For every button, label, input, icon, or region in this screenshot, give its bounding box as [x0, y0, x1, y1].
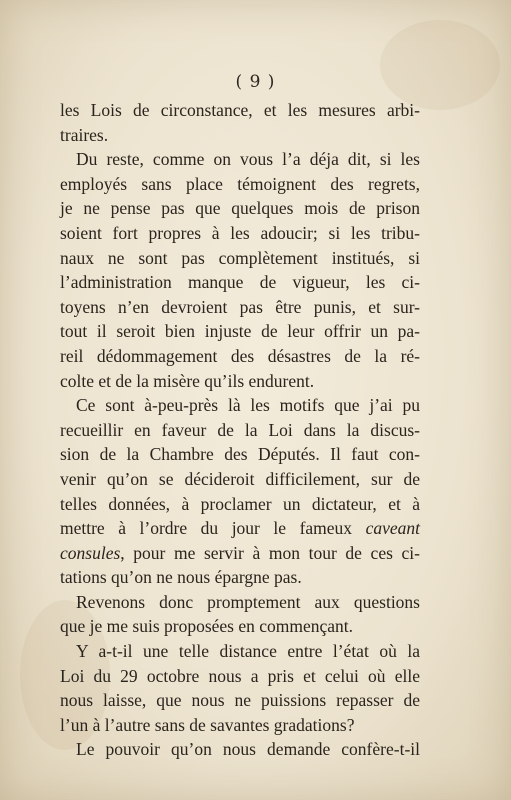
italic-word: caveant: [365, 518, 420, 539]
text-line: telles données, à proclamer un dictateur, et à: [60, 493, 420, 514]
paragraph-6: [60, 737, 420, 762]
text-segment: mettre à l’ordre du jour le fameux: [60, 518, 366, 539]
paragraph-1: [60, 98, 420, 147]
text-line: reil dédommagement des désastres de la ré-: [60, 345, 420, 366]
paragraph-5: [60, 639, 420, 737]
text-line: Du reste, comme on vous l’a déja dit, si les: [76, 149, 420, 170]
text-line-mixed: [60, 541, 420, 566]
italic-word: consules: [60, 542, 121, 563]
text-line: recueillir en faveur de la Loi dans la discus-: [60, 419, 420, 440]
text-line: tations qu’on ne nous épargne pas.: [60, 567, 302, 588]
body-text: [60, 98, 420, 762]
text-line: Le pouvoir qu’on nous demande confère-t-il: [76, 739, 420, 760]
text-line: soient fort propres à les adoucir; si les tribu-: [60, 222, 420, 243]
text-line: l’administration manque de vigueur, les ci-: [60, 272, 420, 293]
page-number: ( 9 ): [235, 72, 276, 92]
text-line: nous laisse, que nous ne puissions repasser de: [60, 690, 420, 711]
paragraph-2: [60, 147, 420, 393]
text-line: employés sans place témoignent des regrets,: [60, 173, 420, 194]
text-line: traires.: [60, 124, 109, 145]
paragraph-4: [60, 590, 420, 639]
text-line: naux ne sont pas complètement institués, si: [60, 247, 420, 268]
text-line: Loi du 29 octobre nous a pris et celui où elle: [60, 665, 420, 686]
text-line: l’un à l’autre sans de savantes gradations?: [60, 714, 355, 735]
text-line: je ne pense pas que quelques mois de prison: [60, 198, 420, 219]
text-line: colte et de la misère qu’ils endurent.: [60, 370, 315, 391]
text-line: Y a-t-il une telle distance entre l’état où la: [76, 641, 420, 662]
text-segment: , pour me servir à mon tour de ces ci-: [120, 542, 420, 563]
paper-stain: [380, 20, 500, 110]
text-line: les Lois de circonstance, et les mesures arbi-: [60, 100, 420, 120]
text-line: toyens n’en devroient pas être punis, et sur-: [60, 296, 420, 317]
text-line: tout il seroit bien injuste de leur offrir un pa-: [60, 321, 420, 342]
text-line-mixed: [60, 516, 420, 541]
text-line: que je me suis proposées en commençant.: [60, 616, 354, 637]
paragraph-3: [60, 393, 420, 590]
text-line: sion de la Chambre des Députés. Il faut con-: [60, 444, 420, 465]
text-line: Ce sont à-peu-près là les motifs que j’ai pu: [76, 395, 420, 416]
text-line: venir qu’on se décideroit difficilement, sur de: [60, 468, 420, 489]
text-line: Revenons donc promptement aux questions: [76, 591, 420, 612]
